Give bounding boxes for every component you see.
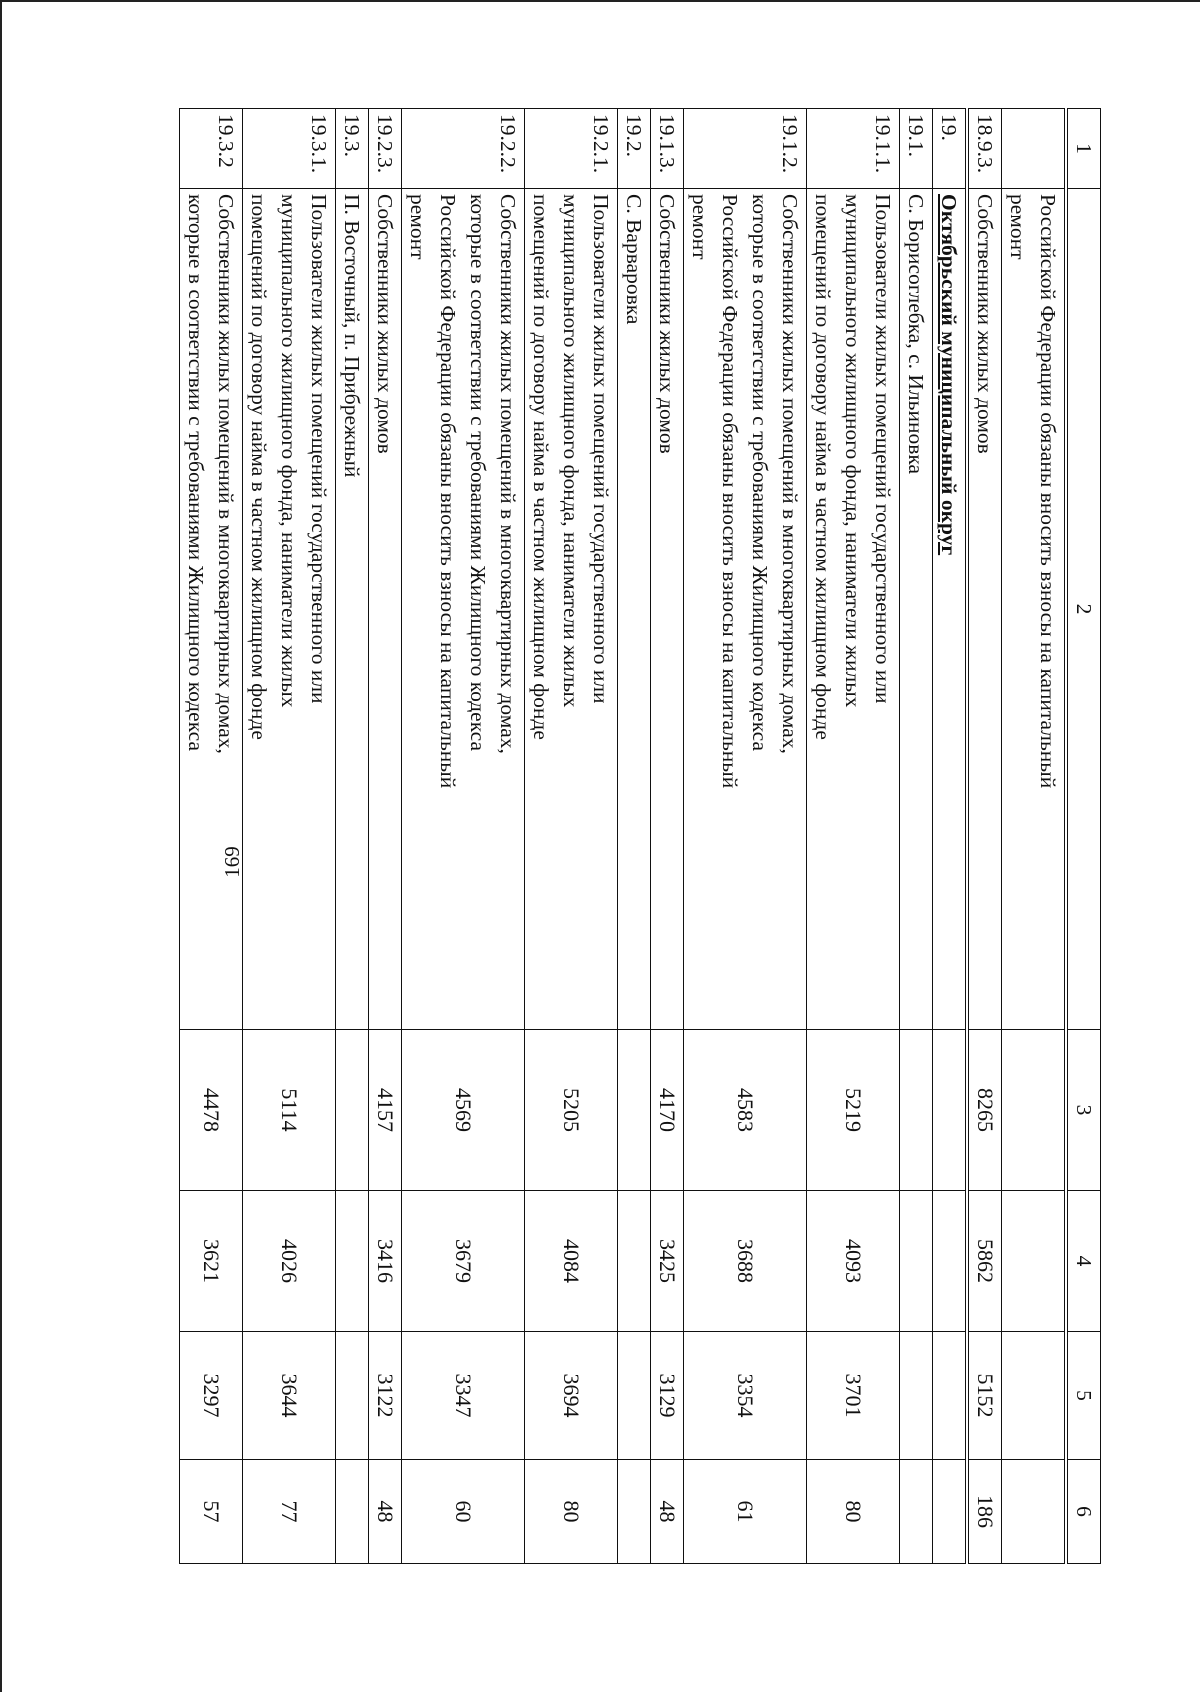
value-cell-c4: 3688 — [684, 1191, 807, 1332]
value-cell-c5: 3644 — [243, 1332, 336, 1460]
value-cell-c5: 3701 — [807, 1332, 900, 1460]
row-description-cell — [618, 189, 651, 1030]
row-description-cell — [336, 189, 369, 1030]
row-number-cell: 19.3. — [336, 109, 369, 189]
value-cell-c4: 3425 — [651, 1191, 684, 1332]
value-cell-c3: 4157 — [369, 1030, 402, 1191]
value-cell-c5 — [336, 1332, 369, 1460]
value-cell-c6: 80 — [807, 1460, 900, 1564]
value-cell-c4: 3679 — [402, 1191, 525, 1332]
value-cell-c5: 3347 — [402, 1332, 525, 1460]
row-description-text: Собственники жилых домов — [973, 194, 997, 454]
row-description-text: Пользователи жилых помещений государственного или муниципального жилищного фонда, наниматели жилых помещений по договору найма в частном жилищном фонде — [811, 194, 895, 740]
value-cell-c6: 48 — [369, 1460, 402, 1564]
table-row — [900, 109, 933, 1564]
column-header: 2 — [1066, 189, 1101, 1030]
row-description-cell — [243, 189, 336, 1030]
row-description-text: Собственники жилых домов — [655, 194, 679, 454]
value-cell-c4: 4093 — [807, 1191, 900, 1332]
value-cell-c3: 5219 — [807, 1030, 900, 1191]
table-row — [180, 109, 243, 1564]
value-cell-c3: 5114 — [243, 1030, 336, 1191]
table-body — [180, 109, 1067, 1564]
value-cell-c6: 60 — [402, 1460, 525, 1564]
value-cell-c3 — [1002, 1030, 1067, 1191]
value-cell-c6 — [933, 1460, 968, 1564]
value-cell-c4 — [900, 1191, 933, 1332]
row-description-text: П. Восточный, п. Прибрежный — [340, 194, 364, 478]
value-cell-c5 — [900, 1332, 933, 1460]
row-description-text: Собственники жилых помещений в многоквартирных домах, которые в соответствии с требованиями Жилищного кодекса Российской Федерации обязаны вносить взносы на капитальный ремонт — [688, 194, 802, 789]
row-number-cell: 19. — [933, 109, 968, 189]
value-cell-c3 — [933, 1030, 968, 1191]
row-number-cell: 19.1.3. — [651, 109, 684, 189]
value-cell-c5: 3354 — [684, 1332, 807, 1460]
table-row — [651, 109, 684, 1564]
table-row — [525, 109, 618, 1564]
table-header-row — [1066, 109, 1101, 1564]
row-description-cell — [402, 189, 525, 1030]
row-description-cell — [180, 189, 243, 1030]
table-row — [684, 109, 807, 1564]
value-cell-c4: 4026 — [243, 1191, 336, 1332]
row-number-cell: 19.2.2. — [402, 109, 525, 189]
value-cell-c5: 3694 — [525, 1332, 618, 1460]
row-number-cell: 19.2.3. — [369, 109, 402, 189]
value-cell-c3: 8265 — [967, 1030, 1002, 1191]
row-description-text: Собственники жилых помещений в многоквартирных домах, которые в соответствии с требованиями Жилищного кодекса Российской Федерации обязаны вносить взносы на капитальный ремонт — [406, 194, 520, 789]
value-cell-c3: 4583 — [684, 1030, 807, 1191]
table-row — [807, 109, 900, 1564]
value-cell-c6: 48 — [651, 1460, 684, 1564]
value-cell-c5: 3122 — [369, 1332, 402, 1460]
column-header: 1 — [1066, 109, 1101, 189]
value-cell-c5: 5152 — [967, 1332, 1002, 1460]
row-number-cell: 19.1.1. — [807, 109, 900, 189]
row-number-cell — [1002, 109, 1067, 189]
value-cell-c6: 77 — [243, 1460, 336, 1564]
page-number: 169 — [220, 846, 244, 878]
row-number-cell: 19.1.2. — [684, 109, 807, 189]
value-cell-c5 — [618, 1332, 651, 1460]
value-cell-c3 — [336, 1030, 369, 1191]
value-cell-c4 — [1002, 1191, 1067, 1332]
row-description-text: Российской Федерации обязаны вносить взносы на капитальный ремонт — [1006, 194, 1060, 789]
row-description-cell — [651, 189, 684, 1030]
table-row — [402, 109, 525, 1564]
row-description-text: С. Борисоглебка, с. Ильиновка — [904, 194, 928, 475]
table-row — [1002, 109, 1067, 1564]
value-cell-c6 — [618, 1460, 651, 1564]
value-cell-c6: 57 — [180, 1460, 243, 1564]
value-cell-c3: 4170 — [651, 1030, 684, 1191]
value-cell-c4: 4084 — [525, 1191, 618, 1332]
row-description-cell — [933, 189, 968, 1030]
table-row — [618, 109, 651, 1564]
value-cell-c6 — [1002, 1460, 1067, 1564]
column-header: 3 — [1066, 1030, 1101, 1191]
row-description-text: Пользователи жилых помещений государственного или муниципального жилищного фонда, наниматели жилых помещений по договору найма в частном жилищном фонде — [247, 194, 331, 740]
row-description-cell — [525, 189, 618, 1030]
value-cell-c3 — [618, 1030, 651, 1191]
column-header: 6 — [1066, 1460, 1101, 1564]
row-description-text: Пользователи жилых помещений государственного или муниципального жилищного фонда, наниматели жилых помещений по договору найма в частном жилищном фонде — [529, 194, 613, 740]
row-description-cell — [967, 189, 1002, 1030]
value-cell-c4: 5862 — [967, 1191, 1002, 1332]
rotated-page-content — [184, 108, 1101, 1563]
row-description-cell — [684, 189, 807, 1030]
column-header: 4 — [1066, 1191, 1101, 1332]
row-description-text: Собственники жилых помещений в многоквартирных домах, которые в соответствии с требованиями Жилищного кодекса — [184, 194, 238, 754]
value-cell-c5: 3297 — [180, 1332, 243, 1460]
value-cell-c6 — [900, 1460, 933, 1564]
table-row — [933, 109, 968, 1564]
value-cell-c4: 3621 — [180, 1191, 243, 1332]
table-row — [369, 109, 402, 1564]
value-cell-c3: 4478 — [180, 1030, 243, 1191]
row-description-text: Собственники жилых домов — [373, 194, 397, 454]
value-cell-c4 — [933, 1191, 968, 1332]
value-cell-c6: 80 — [525, 1460, 618, 1564]
value-cell-c3: 4569 — [402, 1030, 525, 1191]
value-cell-c6: 186 — [967, 1460, 1002, 1564]
row-description-cell — [900, 189, 933, 1030]
row-number-cell: 19.1. — [900, 109, 933, 189]
value-cell-c5 — [1002, 1332, 1067, 1460]
row-number-cell: 19.2.1. — [525, 109, 618, 189]
table-row — [336, 109, 369, 1564]
row-number-cell: 19.2. — [618, 109, 651, 189]
row-number-cell: 19.3.2 — [180, 109, 243, 189]
row-number-cell: 18.9.3. — [967, 109, 1002, 189]
row-description-text: Октябрьский муниципальный округ — [937, 194, 961, 556]
value-cell-c4 — [336, 1191, 369, 1332]
row-description-text: С. Варваровка — [622, 194, 646, 325]
value-cell-c4 — [618, 1191, 651, 1332]
value-cell-c5: 3129 — [651, 1332, 684, 1460]
column-header: 5 — [1066, 1332, 1101, 1460]
row-description-cell — [369, 189, 402, 1030]
row-description-cell — [1002, 189, 1067, 1030]
value-cell-c6: 61 — [684, 1460, 807, 1564]
value-cell-c6 — [336, 1460, 369, 1564]
value-cell-c5 — [933, 1332, 968, 1460]
value-cell-c4: 3416 — [369, 1191, 402, 1332]
tariff-table — [179, 108, 1101, 1564]
row-number-cell: 19.3.1. — [243, 109, 336, 189]
value-cell-c3: 5205 — [525, 1030, 618, 1191]
table-row — [243, 109, 336, 1564]
value-cell-c3 — [900, 1030, 933, 1191]
row-description-cell — [807, 189, 900, 1030]
table-row — [967, 109, 1002, 1564]
